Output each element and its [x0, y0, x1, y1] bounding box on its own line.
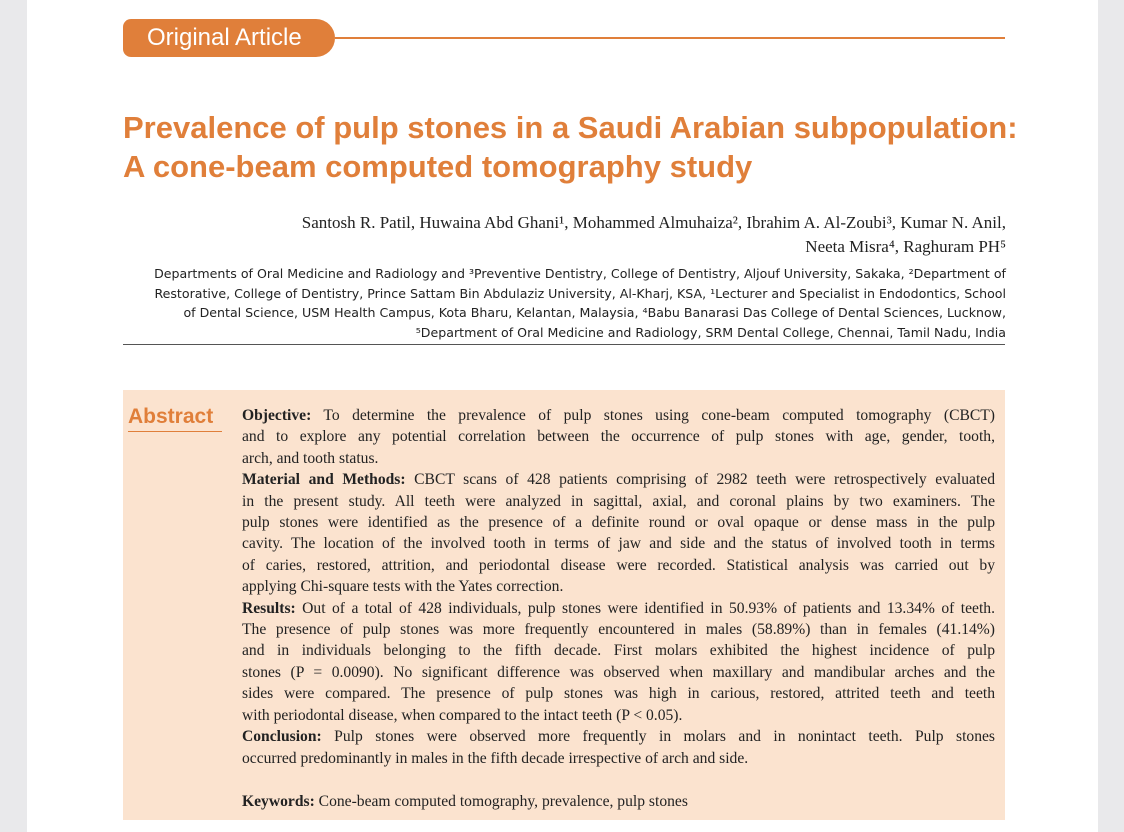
section-heading: Objective:: [242, 407, 312, 424]
abstract-line: sides were compared. The presence of pulp stones was high in carious, restored, attrited teeth and teeth: [242, 685, 995, 703]
section-heading: Conclusion:: [242, 728, 322, 746]
abstract-line: arch, and tooth status.: [242, 449, 379, 467]
abstract-label: Abstract: [128, 405, 214, 428]
keywords-text: Cone-beam computed tomography, prevalence, pulp stones: [318, 793, 688, 810]
affiliation-divider: [123, 344, 1005, 345]
abstract-line: [242, 469, 995, 490]
abstract-results: [242, 598, 995, 726]
keywords: [242, 791, 688, 812]
abstract-line: and in individuals belonging to the fifth decade. First molars exhibited the highest incidence of pulp: [242, 642, 995, 660]
abstract-body: [242, 405, 995, 769]
section-heading: Material and Methods:: [242, 471, 406, 489]
affiliations: [137, 264, 1006, 342]
abstract-line: and to explore any potential correlation between the occurrence of pulp stones with age, gender, tooth,: [242, 428, 995, 446]
abstract-objective: [242, 405, 995, 469]
author-line: Santosh R. Patil, Huwaina Abd Ghani¹, Mohammed Almuhaiza², Ibrahim A. Al-Zoubi³, Kumar N. Anil,: [301, 213, 1006, 232]
title-line: Prevalence of pulp stones in a Saudi Arabian subpopulation:: [123, 110, 1018, 145]
article-title: [123, 108, 1023, 186]
line-text: To determine the prevalence of pulp stones using cone-beam computed tomography (CBCT): [323, 407, 995, 424]
section-heading: Results:: [242, 599, 296, 617]
abstract-line: [242, 726, 995, 747]
abstract-line: of caries, restored, attrition, and periodontal disease were recorded. Statistical analysis was carried out by: [242, 556, 995, 574]
abstract-line: cavity. The location of the involved tooth in terms of jaw and side and the status of involved tooth in terms: [242, 535, 995, 553]
abstract-box: [123, 390, 1005, 820]
article-type-header: [123, 19, 1005, 57]
abstract-line: applying Chi-square tests with the Yates correction.: [242, 578, 564, 596]
abstract-line: [242, 405, 995, 426]
title-line: A cone-beam computed tomography study: [123, 149, 753, 184]
abstract-line: occurred predominantly in males in the fifth decade irrespective of arch and side.: [242, 749, 749, 767]
abstract-line: with periodontal disease, when compared to the intact teeth (P < 0.05).: [242, 706, 683, 724]
affiliation-line: of Dental Science, USM Health Campus, Kota Bharu, Kelantan, Malaysia, ⁴Babu Banarasi Das College of Dental Sciences, Lucknow,: [183, 305, 1006, 320]
abstract-conclusion: [242, 726, 995, 769]
abstract-line: pulp stones were identified as the presence of a definite round or oval opaque or dense mass in the pulp: [242, 514, 995, 532]
author-list: [177, 211, 1006, 259]
line-text: Pulp stones were observed more frequently in molars and in nonintact teeth. Pulp stones: [334, 728, 996, 746]
abstract-methods: [242, 469, 995, 597]
abstract-label-underline: [128, 431, 222, 432]
abstract-line: [242, 598, 995, 619]
line-text: Out of a total of 428 individuals, pulp stones were identified in 50.93% of patients and 13.34% of teeth.: [302, 599, 995, 617]
affiliation-line: Departments of Oral Medicine and Radiology and ³Preventive Dentistry, College of Dentistry, Aljouf University, Sakaka, ²Department of: [154, 266, 1006, 281]
author-line: Neeta Misra⁴, Raghuram PH⁵: [805, 237, 1006, 256]
abstract-line: The presence of pulp stones was more frequently encountered in males (58.89%) than in females (41.14%): [242, 621, 995, 639]
abstract-line: stones (P = 0.0090). No significant difference was observed when maxillary and mandibular arches and the: [242, 663, 995, 681]
article-page: [27, 0, 1098, 832]
affiliation-line: Restorative, College of Dentistry, Prince Sattam Bin Abdulaziz University, Al-Kharj, KSA, ¹Lecturer and Specialist in Endodontics, School: [154, 285, 1006, 301]
header-rule: [335, 37, 1005, 39]
line-text: CBCT scans of 428 patients comprising of 2982 teeth were retrospectively evaluated: [414, 471, 996, 489]
article-type-badge: Original Article: [123, 19, 335, 57]
abstract-line: in the present study. All teeth were analyzed in sagittal, axial, and coronal plains by two examiners. The: [242, 492, 995, 510]
keywords-heading: Keywords:: [242, 793, 315, 810]
affiliation-line: ⁵Department of Oral Medicine and Radiology, SRM Dental College, Chennai, Tamil Nadu, India: [415, 324, 1006, 340]
